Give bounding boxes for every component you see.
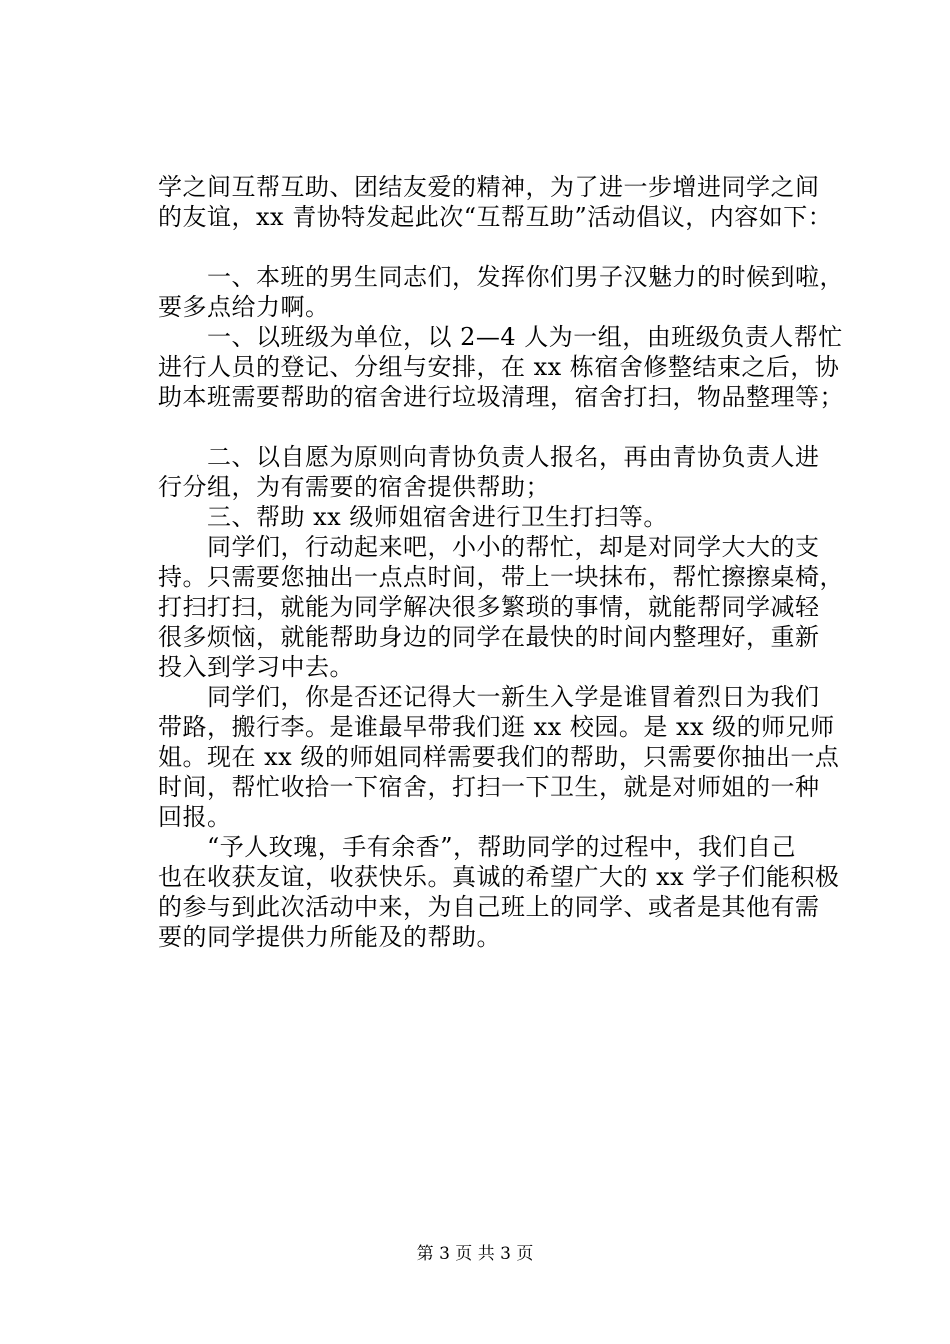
text-line: 一、以班级为单位，以 2—4 人为一组，由班级负责人帮忙 xyxy=(158,323,843,351)
text-line: 回报。 xyxy=(158,803,232,831)
text-line: 姐。现在 xx 级的师姐同样需要我们的帮助，只需要你抽出一点 xyxy=(158,743,840,771)
text-line: 带路，搬行李。是谁最早带我们逛 xx 校园。是 xx 级的师兄师 xyxy=(158,713,835,741)
page-footer: 第 3 页 共 3 页 xyxy=(416,1244,534,1264)
text-line: 投入到学习中去。 xyxy=(158,653,354,681)
text-line: 打扫打扫，就能为同学解决很多繁琐的事情，就能帮同学减轻 xyxy=(158,593,820,621)
text-line: 很多烦恼，就能帮助身边的同学在最快的时间内整理好，重新 xyxy=(158,623,820,651)
blank-line xyxy=(158,232,858,262)
text-line: 学之间互帮互助、团结友爱的精神，为了进一步增进同学之间 xyxy=(158,173,820,201)
text-line: 时间，帮忙收拾一下宿舍，打扫一下卫生，就是对师姐的一种 xyxy=(158,773,820,801)
text-line: 的友谊，xx 青协特发起此次“互帮互助”活动倡议，内容如下： xyxy=(158,203,833,231)
text-line: 助本班需要帮助的宿舍进行垃圾清理，宿舍打扫，物品整理等； xyxy=(158,383,844,411)
text-line: 同学们，你是否还记得大一新生入学是谁冒着烈日为我们 xyxy=(158,683,820,711)
text-line: “予人玫瑰，手有余香”，帮助同学的过程中，我们自己 xyxy=(158,833,797,861)
text-line: 持。只需要您抽出一点点时间，带上一块抹布，帮忙擦擦桌椅， xyxy=(158,563,844,591)
document-body xyxy=(158,172,858,952)
text-line: 一、本班的男生同志们，发挥你们男子汉魅力的时候到啦， xyxy=(158,263,844,291)
text-line: 要多点给力啊。 xyxy=(158,293,330,321)
text-line: 同学们，行动起来吧，小小的帮忙，却是对同学大大的支 xyxy=(158,533,820,561)
text-line: 要的同学提供力所能及的帮助。 xyxy=(158,923,501,951)
text-line: 二、以自愿为原则向青协负责人报名，再由青协负责人进 xyxy=(158,443,820,471)
text-line: 也在收获友谊，收获快乐。真诚的希望广大的 xx 学子们能积极 xyxy=(158,863,840,891)
blank-line xyxy=(158,412,858,442)
text-line: 的参与到此次活动中来，为自己班上的同学、或者是其他有需 xyxy=(158,893,820,921)
text-line: 进行人员的登记、分组与安排，在 xx 栋宿舍修整结束之后，协 xyxy=(158,353,840,381)
text-line: 三、帮助 xx 级师姐宿舍进行卫生打扫等。 xyxy=(158,503,668,531)
text-line: 行分组，为有需要的宿舍提供帮助； xyxy=(158,473,550,501)
